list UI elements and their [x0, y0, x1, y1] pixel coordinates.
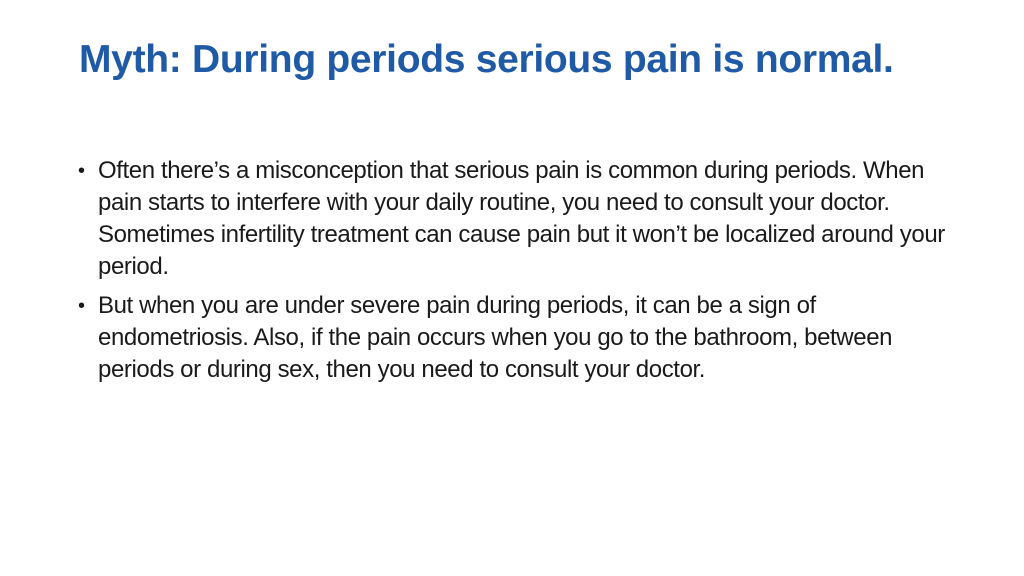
bullet-point-icon: • [78, 160, 85, 182]
bullet-text: But when you are under severe pain during periods, it can be a sign of endometriosis. Also, if the pain occurs when you go to the bathroom, between periods or during sex, then you need to consult your doctor. [98, 292, 893, 383]
bullet-item [76, 290, 961, 386]
bullet-text: Often there’s a misconception that serious pain is common during periods. When pain starts to interfere with your daily routine, you need to consult your doctor. Sometimes infertility treatment can cause pain but it won’t be localized around your period. [98, 157, 945, 280]
bullet-point-icon: • [78, 295, 85, 317]
bullet-list [76, 155, 961, 393]
slide-title: Myth: During periods serious pain is normal. [79, 38, 894, 81]
bullet-item [76, 155, 961, 283]
